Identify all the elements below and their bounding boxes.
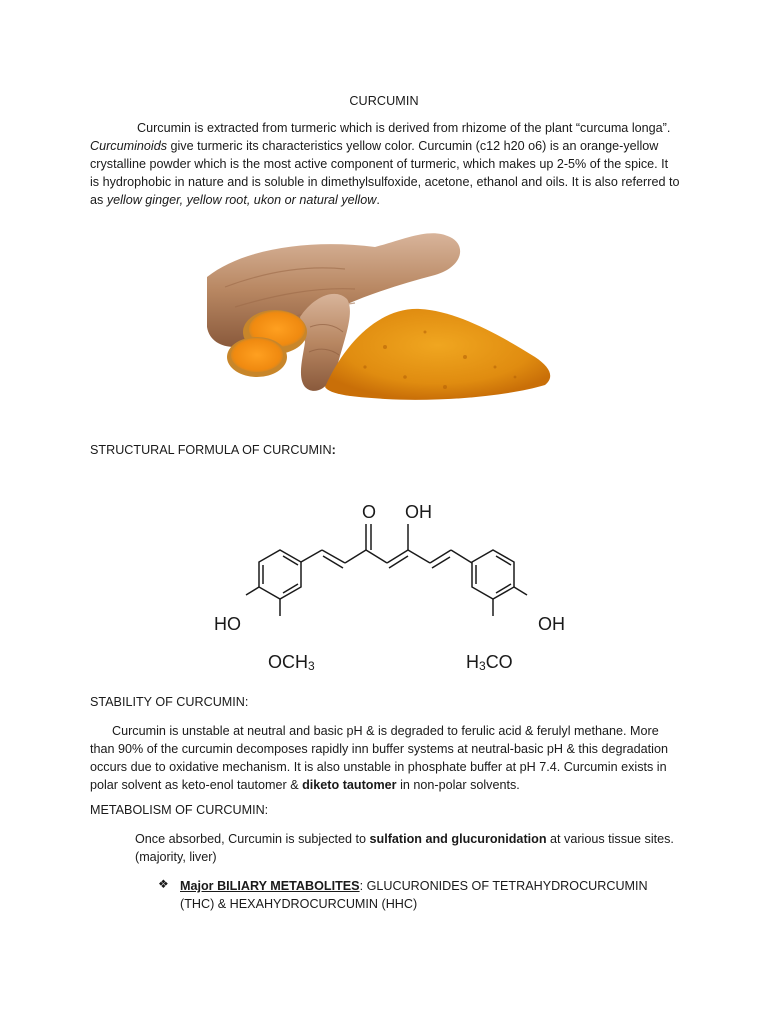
- ketone-oxygen-label: O: [362, 502, 377, 522]
- diamond-bullet-icon: ❖: [158, 877, 169, 891]
- document-title: CURCUMIN: [349, 94, 419, 108]
- curcumin-structural-formula: [200, 494, 580, 680]
- biliary-metabolites-label: Major BILIARY METABOLITES: [180, 879, 360, 893]
- metabolism-heading: METABOLISM OF CURCUMIN:: [90, 803, 269, 817]
- stability-paragraph: Curcumin is unstable at neutral and basic pH & is degraded to ferulic acid & ferulyl methane. More than 90% of the curcumin decomposes rapidly inn buffer systems at neutral-basic pH & this degradation occurs due to oxidative mechanism. It is also unstable in phosphate buffer at pH 7.4. Curcumin exists in polar solvent as keto-enol tautomer & diketo tautomer in non-polar solvents.: [90, 724, 668, 792]
- right-h3co-label: H3CO: [466, 652, 513, 673]
- stability-heading: STABILITY OF CURCUMIN:: [90, 695, 249, 709]
- intro-sentence-1: Curcumin is extracted from turmeric which is derived from rhizome of the plant “curcuma longa”.: [137, 121, 671, 135]
- enol-oh-label: OH: [405, 502, 432, 522]
- metabolism-paragraph: Once absorbed, Curcumin is subjected to sulfation and glucuronidation at various tissue sites. (majority, liver): [135, 832, 674, 864]
- sulfation-term: sulfation and glucuronidation: [369, 832, 547, 846]
- intro-paragraph: Curcumin is extracted from turmeric which is derived from rhizome of the plant “curcuma longa”. Curcuminoids give turmeric its characteristics yellow color. Curcumin (c12 h20 o6) is an orange-yellow crystalline powder which is the most active component of turmeric, which makes up 2-5% of the spice. It is hydrophobic in nature and is soluble in dimethylsulfoxide, acetone, ethanol and oils. It is also referred to as yellow ginger, yellow root, ukon or natural yellow.: [90, 121, 680, 207]
- structural-formula-heading: STRUCTURAL FORMULA OF CURCUMIN:: [90, 443, 336, 457]
- right-oh-label: OH: [538, 614, 565, 634]
- alternate-names: yellow ginger, yellow root, ukon or natural yellow: [106, 193, 377, 207]
- diketo-tautomer-term: diketo tautomer: [302, 778, 397, 792]
- left-ho-label: HO: [214, 614, 241, 634]
- biliary-metabolites-item: Major BILIARY METABOLITES: GLUCURONIDES OF TETRAHYDROCURCUMIN (THC) & HEXAHYDROCURCUMIN (HHC): [180, 879, 648, 911]
- left-och3-label: OCH3: [268, 652, 315, 673]
- intro-body: give turmeric its characteristics yellow color. Curcumin (c12 h20 o6) is an orange-yellow crystalline powder which is the most active component of turmeric, which makes up 2-5% of the spice. It is hydrophobic in nature and is soluble in dimethylsulfoxide, acetone, ethanol and oils. It is also referred to as: [90, 139, 680, 207]
- turmeric-photo: [205, 217, 563, 423]
- curcuminoids-term: Curcuminoids: [90, 139, 167, 153]
